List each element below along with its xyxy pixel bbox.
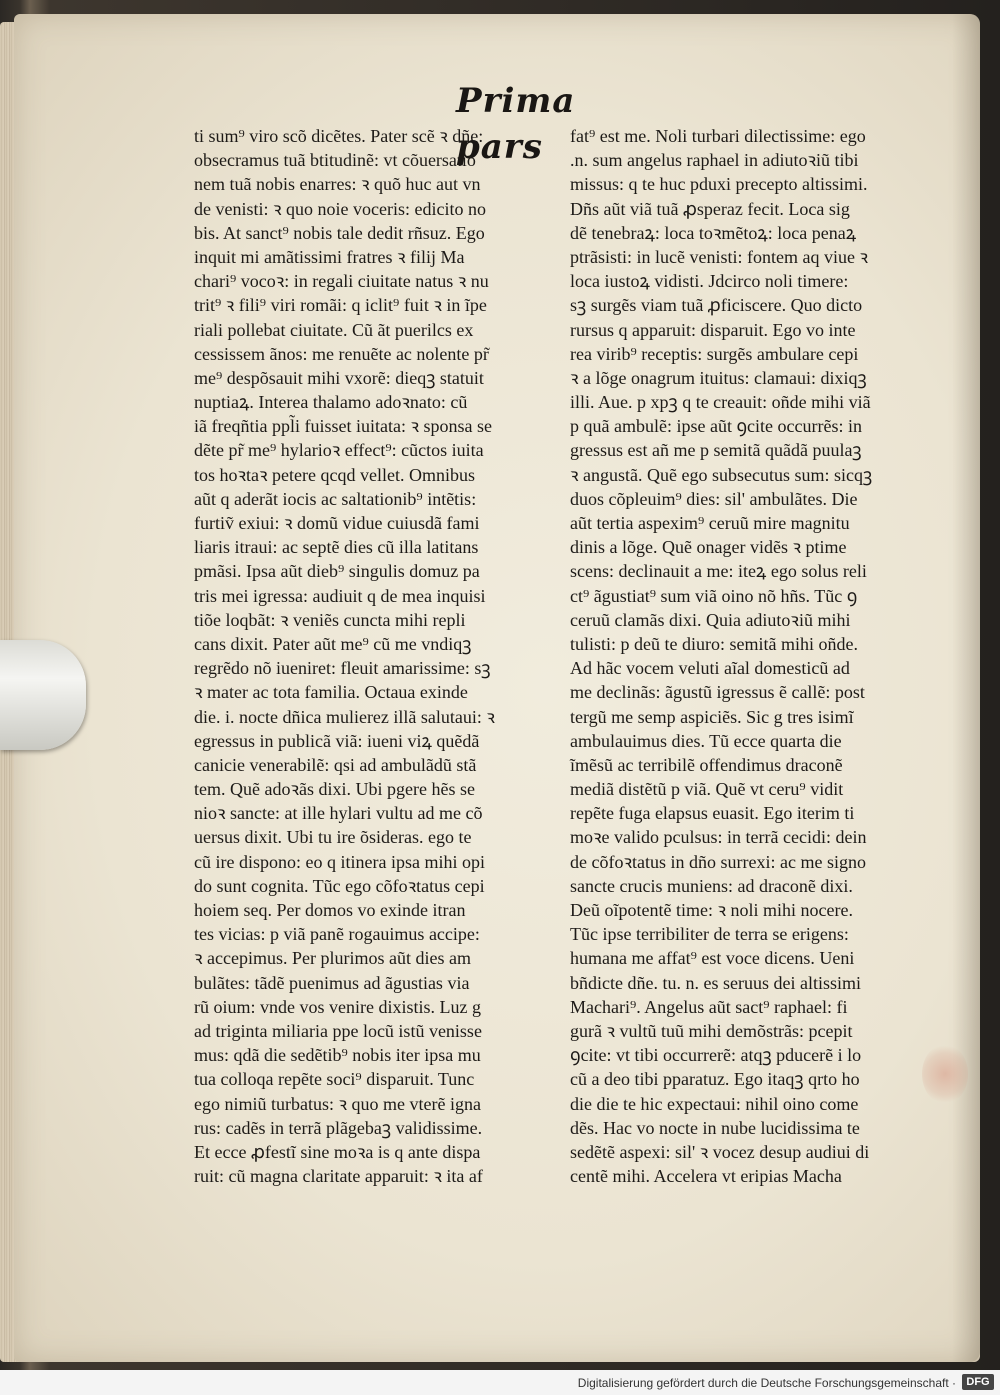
text-line: cans dixit. Pater aũt me⁹ cũ me vndiqꝫ bbox=[194, 633, 472, 654]
text-line: humana me affat⁹ est voce dicens. Ueni bbox=[570, 948, 855, 969]
left-text-column bbox=[194, 124, 554, 1188]
text-line: ct⁹ ãgustiat⁹ sum viã oino nõ hñs. Tũc ꝯ bbox=[570, 585, 858, 606]
text-line: centẽ mihi. Accelera vt eripias Macha bbox=[570, 1166, 842, 1187]
text-line: gressus est añ me p semitã quãdã puulaꝫ bbox=[570, 440, 862, 461]
text-line: hoiem seq. Per domos vo exinde itran bbox=[194, 900, 466, 920]
text-line: nem tuã nobis enarres: ꝛ quõ huc aut vn bbox=[194, 174, 481, 195]
text-line: p quã ambulẽ: ipse aũt ꝯcite occurrẽs: in bbox=[570, 416, 862, 437]
text-line: rus: cadẽs in terrã plãgebaꝫ validissime. bbox=[194, 1117, 483, 1138]
text-line: iã freqñtia ppl̃i fuisset iuitata: ꝛ sponsa se bbox=[194, 416, 492, 437]
text-line: cessissem ãnos: me renuẽte ac nolente pr̃ bbox=[194, 343, 489, 364]
text-line: do sunt cognita. Tũc ego cõfoꝛtatus cepi bbox=[194, 875, 485, 896]
text-line: ꝛ mater ac tota familia. Octaua exinde bbox=[194, 682, 468, 703]
text-line: tem. Quẽ adoꝛãs dixi. Ubi pgere hẽs se bbox=[194, 779, 475, 800]
text-line: ti sum⁹ viro scõ dicẽtes. Pater scẽ ꝛ dñe: bbox=[194, 126, 484, 146]
text-line: liaris itraui: ac septẽ dies cũ illa latitans bbox=[194, 537, 479, 558]
text-line: canicie venerabilẽ: qsi ad ambulãdũ stã bbox=[194, 754, 477, 775]
text-line: mus: qdã die sedẽtib⁹ nobis iter ipsa mu bbox=[194, 1045, 481, 1066]
text-line: Dñs aũt viã tuã ꝓsperaz fecit. Loca sig bbox=[570, 198, 850, 219]
text-line: regrẽdo nõ iueniret: fleuit amarissime: sꝫ bbox=[194, 658, 491, 679]
text-line: tergũ me semp aspiciẽs. Sic g tres isimĩ bbox=[570, 706, 854, 727]
text-line: me declinãs: ãgustũ igressus ẽ callẽ: post bbox=[570, 682, 865, 703]
text-line: Deũ oĩpotentẽ time: ꝛ noli mihi nocere. bbox=[570, 900, 853, 920]
text-line: sancte crucis muniens: ad draconẽ dixi. bbox=[570, 875, 853, 896]
text-line: rea virib⁹ receptis: surgẽs ambulare cepi bbox=[570, 343, 859, 364]
text-line: ꝛ angustã. Quẽ ego subsecutus sum: sicqꝫ bbox=[570, 464, 873, 485]
text-line: aũt tertia aspexim⁹ ceruũ mire magnitu bbox=[570, 513, 850, 533]
text-line: moꝛe valido pculsus: in terrã cecidi: dein bbox=[570, 827, 867, 848]
text-line: die die te hic expectaui: nihil oino come bbox=[570, 1093, 859, 1114]
text-line: aũt q aderãt iocis ac saltationib⁹ intẽtis: bbox=[194, 488, 477, 509]
text-line: furtiṽ exiui: ꝛ domũ vidue cuiusdã fami bbox=[194, 513, 480, 533]
text-line: Ad hãc vocem veluti aĩal domesticũ ad bbox=[570, 658, 850, 679]
text-line: dẽs. Hac vo nocte in nube lucidissima te bbox=[570, 1117, 860, 1138]
text-line: dinis a lõge. Quẽ onager vidẽs ꝛ ptime bbox=[570, 537, 847, 558]
text-line: obsecramus tuã btitudinẽ: vt cõuersatio bbox=[194, 150, 476, 171]
text-line: ꝯcite: vt tibi occurrerẽ: atqꝫ pducerẽ i lo bbox=[570, 1045, 862, 1066]
text-line: rũ oium: vnde vos venire dixistis. Luz g bbox=[194, 996, 481, 1017]
page-gutter-shadow bbox=[952, 14, 980, 1362]
text-line: illi. Aue. p xpꝫ q te creauit: oñde mihi viã bbox=[570, 392, 871, 413]
text-line: bulãtes: tãdẽ puenimus ad ãgustias via bbox=[194, 972, 470, 993]
text-line: sꝫ surgẽs viam tuã ꝓficiscere. Quo dicto bbox=[570, 295, 863, 316]
text-line: dẽ tenebraꝝ: loca toꝛmẽtoꝝ: loca penaꝝ bbox=[570, 222, 857, 243]
text-line: tua colloqa repẽte soci⁹ disparuit. Tunc bbox=[194, 1069, 475, 1090]
text-line: Et ecce ꝓfestĩ sine moꝛa is q ante dispa bbox=[194, 1141, 481, 1162]
text-line: inquit mi amãtissimi fratres ꝛ filij Ma bbox=[194, 246, 465, 267]
text-line: de cõfoꝛtatus in dño surrexi: ac me signo bbox=[570, 851, 866, 872]
text-line: duos cõpleuim⁹ dies: sil' ambulãtes. Die bbox=[570, 488, 858, 509]
text-line: bñdicte dñe. tu. n. es seruus dei altissimi bbox=[570, 972, 861, 993]
text-line: ruit: cũ magna claritate apparuit: ꝛ ita af bbox=[194, 1166, 483, 1187]
text-line: tos hoꝛtaꝛ petere qcqd vellet. Omnibus bbox=[194, 464, 475, 485]
text-line: tiõe loqbãt: ꝛ veniẽs cuncta mihi repli bbox=[194, 609, 466, 630]
text-line: ad triginta miliaria ppe locũ istũ venisse bbox=[194, 1020, 482, 1041]
text-line: ego nimiũ turbatus: ꝛ quo me vterẽ igna bbox=[194, 1093, 481, 1114]
text-line: fat⁹ est me. Noli turbari dilectissime: ego bbox=[570, 126, 866, 146]
text-line: Machari⁹. Angelus aũt sact⁹ raphael: fi bbox=[570, 996, 848, 1017]
text-line: dẽte pr̃ me⁹ hylarioꝛ effect⁹: cũctos iuita bbox=[194, 440, 484, 461]
text-line: cũ a deo tibi pparatuz. Ego itaqꝫ qrto ho bbox=[570, 1069, 860, 1090]
text-line: rursus q apparuit: disparuit. Ego vo inte bbox=[570, 319, 856, 340]
text-line: riali pollebat ciuitate. Cũ ãt puerilcs ex bbox=[194, 319, 474, 340]
running-header: Prima pars bbox=[456, 81, 576, 167]
text-line: ptrãsisti: in lucẽ venisti: fontem aq viue ꝛ bbox=[570, 246, 868, 267]
text-line: sedẽtẽ aspexi: sil' ꝛ vocez desup audiui di bbox=[570, 1141, 870, 1162]
text-line: .n. sum angelus raphael in adiutoꝛiũ tibi bbox=[570, 150, 859, 171]
text-line: tulisti: p deũ te diuro: semitã mihi oñde. bbox=[570, 633, 858, 654]
text-line: me⁹ despõsauit mihi vxorẽ: dieqꝫ statuit bbox=[194, 367, 484, 388]
dfg-logo: DFG bbox=[962, 1374, 994, 1390]
text-line: pmãsi. Ipsa aũt dieb⁹ singulis domuz pa bbox=[194, 561, 480, 582]
footer-credit: Digitalisierung gefördert durch die Deutsche Forschungsgemeinschaft · bbox=[577, 1376, 956, 1390]
text-line: ĩmẽsũ ac terribilẽ offendimus draconẽ bbox=[570, 754, 843, 775]
text-line: Tũc ipse terribiliter de terra se erigens: bbox=[570, 924, 849, 945]
text-line: die. i. nocte dñica mulierez illã salutaui: ꝛ bbox=[194, 706, 495, 727]
text-line: bis. At sanct⁹ nobis tale dedit rñsuz. Ego bbox=[194, 222, 485, 243]
text-line: ꝛ a lõge onagrum ituitus: clamaui: dixiqꝫ bbox=[570, 367, 867, 388]
text-line: nuptiaꝝ. Interea thalamo adoꝛnato: cũ bbox=[194, 392, 468, 413]
ink-stain bbox=[922, 1044, 968, 1104]
text-line: trit⁹ ꝛ fili⁹ viri romãi: q iclit⁹ fuit ꝛ in ĩpe bbox=[194, 295, 487, 316]
text-line: egressus in publicã viã: iueni viꝝ quẽdã bbox=[194, 730, 480, 751]
text-line: tris mei igressa: audiuit q de mea inquisi bbox=[194, 585, 486, 606]
page-clip bbox=[0, 640, 86, 750]
text-line: repẽte fuga elapsus euasit. Ego iterim ti bbox=[570, 803, 855, 824]
footer-bar bbox=[0, 1370, 1000, 1395]
text-line: ambulauimus dies. Tũ ecce quarta die bbox=[570, 730, 842, 751]
text-line: missus: q te huc pduxi precepto altissimi. bbox=[570, 174, 868, 195]
text-line: chari⁹ vocoꝛ: in regali ciuitate natus ꝛ nu bbox=[194, 271, 489, 292]
text-line: nioꝛ sancte: at ille hylari vultu ad me cõ bbox=[194, 803, 483, 824]
text-line: loca iustoꝝ vidisti. Jdcirco noli timere: bbox=[570, 271, 849, 292]
right-text-column bbox=[570, 124, 928, 1188]
text-line: ꝛ accepimus. Per plurimos aũt dies am bbox=[194, 948, 471, 969]
text-line: mediã distẽtũ p viã. Quẽ vt ceru⁹ vidit bbox=[570, 779, 844, 800]
text-line: cũ ire dispono: eo q itinera ipsa mihi opi bbox=[194, 851, 485, 872]
text-line: de venisti: ꝛ quo noie voceris: edicito no bbox=[194, 198, 486, 219]
text-line: tes vicias: p viã panẽ rogauimus accipe: bbox=[194, 924, 480, 945]
text-line: ceruũ clamãs dixi. Quia adiutoꝛiũ mihi bbox=[570, 609, 851, 630]
text-line: scens: declinauit a me: iteꝝ ego solus reli bbox=[570, 561, 867, 582]
text-line: gurã ꝛ vultũ tuũ mihi demõstrãs: pcepit bbox=[570, 1020, 853, 1041]
text-line: uersus dixit. Ubi tu ire õsideras. ego te bbox=[194, 827, 472, 848]
